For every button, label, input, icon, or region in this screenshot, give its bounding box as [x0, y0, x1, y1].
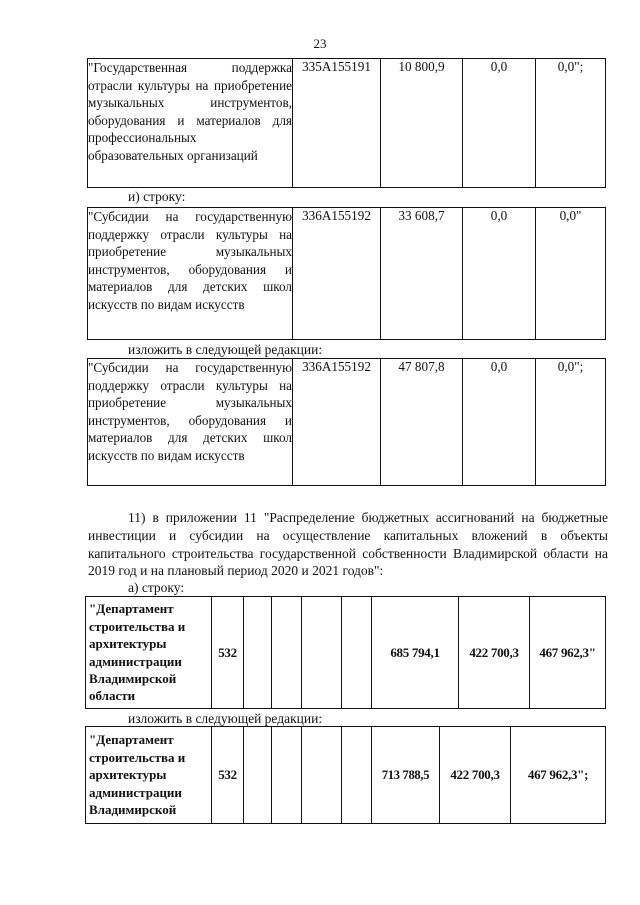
empty-cell: [302, 597, 342, 709]
empty-cell: [244, 597, 272, 709]
empty-cell: [342, 597, 372, 709]
budget-table-row-2: [87, 207, 606, 340]
row-value-2021: 467 962,3";: [511, 727, 606, 824]
row-value-2020: 422 700,3: [459, 597, 530, 709]
budget-table-row-1: [87, 58, 606, 188]
row-value-2021: 0,0";: [536, 59, 606, 188]
row-value-2020: 0,0: [463, 59, 536, 188]
row-description: "Государственная поддержка отрасли культуры на приобретение музыкальных инструментов, оборудования и материалов для профессиональных образовательных организаций: [88, 59, 293, 188]
row-value-2019: 713 788,5: [372, 727, 440, 824]
row-description: "Субсидии на государственную поддержку отрасли культуры на приобретение музыкальных инструментов, оборудования и материалов для детских школ искусств по видам искусств: [88, 359, 293, 486]
row-value-2021: 467 962,3": [530, 597, 606, 709]
row-code: 336A155192: [293, 359, 381, 486]
row-value-2021: 0,0": [536, 208, 606, 340]
label-i-row: и) строку:: [128, 189, 186, 204]
row-value-2019: 47 807,8: [381, 359, 463, 486]
row-code: 532: [212, 727, 244, 824]
empty-cell: [272, 727, 302, 824]
row-value-2020: 0,0: [463, 359, 536, 486]
row-code: 532: [212, 597, 244, 709]
row-description: "Департамент строительства и архитектуры администрации Владимирской области: [86, 597, 212, 709]
row-description: "Департамент строительства и архитектуры администрации Владимирской: [86, 727, 212, 824]
row-value-2021: 0,0";: [536, 359, 606, 486]
empty-cell: [342, 727, 372, 824]
row-value-2020: 422 700,3: [440, 727, 511, 824]
label-a-row: а) строку:: [128, 580, 185, 595]
paragraph-11: 11) в приложении 11 "Распределение бюджетных ассигнований на бюджетные инвестиции и субсидии на осуществление капитальных вложений в объекты капитального строительства государственной собственности Владимирской области на 2019 год и на плановый период 2020 и 2021 годов":: [88, 510, 608, 579]
row-description: "Субсидии на государственную поддержку отрасли культуры на приобретение музыкальных инструментов, оборудования и материалов для детских школ искусств по видам искусств: [88, 208, 293, 340]
budget-table-row-4: [85, 596, 606, 709]
budget-table-row-5: [85, 726, 606, 824]
row-value-2019: 33 608,7: [381, 208, 463, 340]
budget-table-row-3: [87, 358, 606, 486]
row-code: 335A155191: [293, 59, 381, 188]
label-edit-2: изложить в следующей редакции:: [128, 711, 323, 726]
empty-cell: [244, 727, 272, 824]
empty-cell: [302, 727, 342, 824]
row-code: 336A155192: [293, 208, 381, 340]
empty-cell: [272, 597, 302, 709]
row-value-2020: 0,0: [463, 208, 536, 340]
row-value-2019: 10 800,9: [381, 59, 463, 188]
row-value-2019: 685 794,1: [372, 597, 459, 709]
page-number: 23: [313, 36, 327, 51]
label-edit-1: изложить в следующей редакции:: [128, 342, 323, 357]
